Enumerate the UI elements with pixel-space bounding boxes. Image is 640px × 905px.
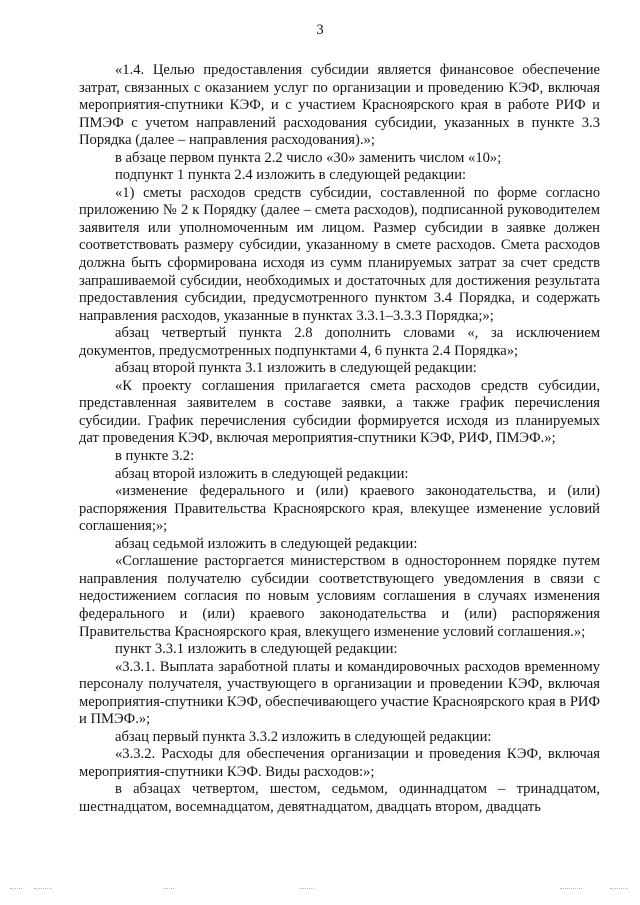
paragraph-item-3-2-intro: в пункте 3.2: — [115, 448, 195, 465]
paragraph-item-1-4: «1.4. Целью предоставления субсидии является финансовое обеспечение затрат, связанных с оказанием услуг по организации и проведению КЭФ, включая мероприятия-спутники КЭФ, и с участием Красноярского края в работе РИФ и ПМЭФ с учетом направлений расходования субсидии, указанных в пункте 3.3 Порядка (далее – направления расходования).»; — [79, 62, 600, 149]
paragraph-item-3-3-2-intro: абзац первый пункта 3.3.2 изложить в следующей редакции: — [115, 728, 492, 745]
paragraph-abzac-seventh-text: «Соглашение расторгается министерством в одностороннем порядке путем направления получателю субсидии соответствующего уведомления в связи с недостижением согласия по новым условиям соглашения в случаях изменения федерального и (или) краевого законодательства и (или) распоряжения Правительства Красноярского края, влекущего изменение условий соглашения.»; — [79, 553, 600, 640]
page-number: 3 — [316, 22, 324, 38]
paragraph-abzac-second-intro: абзац второй изложить в следующей редакции: — [115, 465, 409, 482]
scan-mark — [10, 888, 22, 890]
paragraph-abzac-list: в абзацах четвертом, шестом, седьмом, одиннадцатом – тринадцатом, шестнадцатом, восемнадцатом, девятнадцатом, двадцать втором, двадцать — [79, 781, 600, 815]
paragraph-item-3-3-1-intro: пункт 3.3.1 изложить в следующей редакции: — [115, 641, 398, 658]
scan-edge-marks — [0, 888, 640, 898]
scan-mark — [34, 888, 52, 890]
paragraph-item-3-3-1-text: «3.3.1. Выплата заработной платы и командировочных расходов временному персоналу получателя, участвующего в организации и проведении КЭФ, включая мероприятия-спутники КЭФ, обеспечивающего участие Красноярского края в РИФ и ПМЭФ.»; — [79, 658, 600, 728]
scan-mark — [300, 888, 314, 890]
scan-mark — [610, 888, 628, 890]
paragraph-item-2-4-intro: подпункт 1 пункта 2.4 изложить в следующей редакции: — [115, 167, 467, 184]
paragraph-item-2-8: абзац четвертый пункта 2.8 дополнить словами «, за исключением документов, предусмотренных подпунктами 4, 6 пункта 2.4 Порядка»; — [79, 325, 600, 359]
paragraph-item-2-2: в абзаце первом пункта 2.2 число «30» заменить числом «10»; — [115, 149, 502, 166]
document-body — [79, 62, 600, 817]
paragraph-abzac-second-text: «изменение федерального и (или) краевого законодательства, и (или) распоряжения Правительства Красноярского края, влекущее изменение условий соглашения;»; — [79, 483, 600, 535]
paragraph-item-3-1-text: «К проекту соглашения прилагается смета расходов средств субсидии, представленная заявителем в составе заявки, а также график перечисления субсидии. График перечисления субсидии формируется исходя из планируемых дат проведения КЭФ, включая мероприятия-спутники КЭФ, РИФ, ПМЭФ.»; — [79, 377, 600, 447]
paragraph-item-3-1-intro: абзац второй пункта 3.1 изложить в следующей редакции: — [115, 360, 477, 377]
paragraph-abzac-seventh-intro: абзац седьмой изложить в следующей редакции: — [115, 535, 418, 552]
scan-mark — [560, 888, 582, 890]
paragraph-item-3-3-2-text: «3.3.2. Расходы для обеспечения организации и проведения КЭФ, включая мероприятия-спутники КЭФ. Виды расходов:»; — [79, 746, 600, 780]
paragraph-subitem-1: «1) сметы расходов средств субсидии, составленной по форме согласно приложению № 2 к Порядку (далее – смета расходов), подписанной руководителем заявителя или уполномоченным им лицом. Размер субсидии в заявке должен соответствовать размеру субсидии, указанному в смете расходов. Смета расходов должна быть сформирована исходя из сумм планируемых затрат за счет средств запрашиваемой субсидии, необходимых и достаточных для достижения результата предоставления субсидии, предусмотренного пунктом 3.4 Порядка, и содержать направления расходов, указанные в пунктах 3.3.1–3.3.3 Порядка;»; — [79, 184, 600, 324]
scan-mark — [164, 888, 174, 890]
